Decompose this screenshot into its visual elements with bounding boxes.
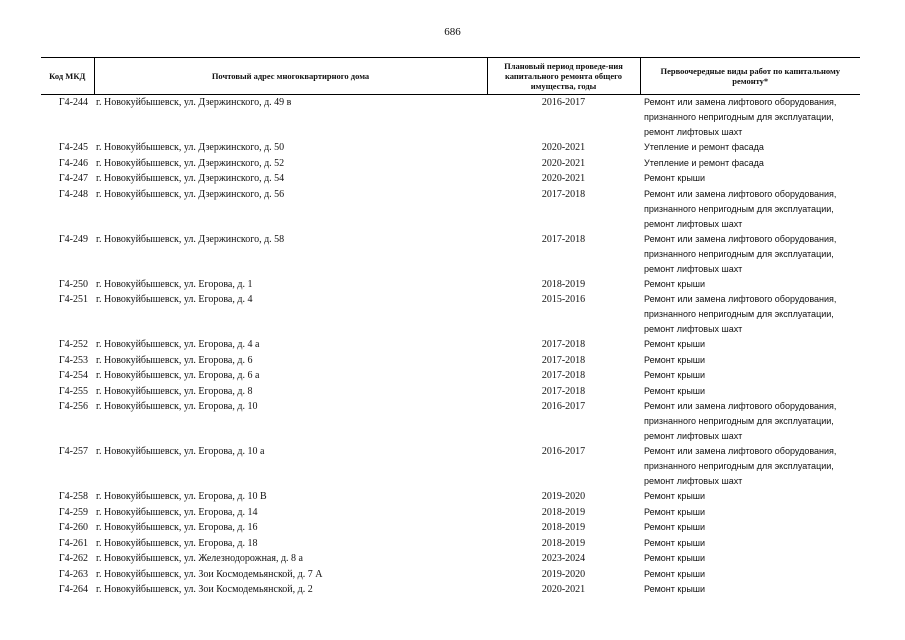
- header-period: Плановый период проведе-ния капитального ремонта общего имущества, годы: [487, 58, 640, 95]
- cell-code: Г4-248: [58, 188, 88, 200]
- cell-address: г. Новокуйбышевск, ул. Егорова, д. 10 В: [96, 491, 267, 502]
- cell-works: [640, 551, 860, 567]
- cell-code: Г4-244: [58, 97, 88, 108]
- cell-period: 2015-2016: [541, 294, 586, 305]
- cell-period: 2017-2018: [541, 370, 586, 381]
- cell-code: Г4-255: [58, 385, 88, 397]
- table-row: [41, 95, 860, 141]
- cell-period: 2018-2019: [541, 522, 586, 533]
- works-line: Ремонт крыши: [644, 491, 706, 501]
- works-line: Ремонт крыши: [644, 339, 706, 349]
- cell-period: 2019-2020: [541, 491, 586, 502]
- cell-code: Г4-252: [58, 339, 88, 350]
- table-row: [41, 489, 860, 505]
- cell-address: г. Новокуйбышевск, ул. Дзержинского, д. 49 в: [96, 97, 292, 108]
- works-line: Ремонт или замена лифтового оборудования,: [644, 294, 837, 304]
- cell-period: 2023-2024: [541, 553, 586, 564]
- works-line: Ремонт крыши: [644, 370, 706, 380]
- table-row: [41, 232, 860, 277]
- works-line: признанного непригодным для эксплуатации,: [644, 416, 834, 426]
- cell-works: [640, 337, 860, 353]
- table-body: [41, 95, 860, 598]
- works-line: Ремонт крыши: [644, 537, 706, 548]
- cell-address: г. Новокуйбышевск, ул. Зои Космодемьянской, д. 7 А: [96, 568, 323, 580]
- table-row: [41, 551, 860, 567]
- cell-code: Г4-246: [58, 157, 88, 169]
- works-line: Ремонт крыши: [644, 278, 706, 289]
- works-line: Ремонт крыши: [644, 506, 706, 517]
- works-line: Ремонт или замена лифтового оборудования,: [644, 446, 837, 456]
- cell-code: Г4-253: [58, 354, 88, 366]
- works-line: ремонт лифтовых шахт: [644, 431, 743, 441]
- table-row: [41, 187, 860, 232]
- works-line: признанного непригодным для эксплуатации,: [644, 461, 834, 471]
- cell-works: [640, 156, 860, 172]
- cell-code: Г4-250: [58, 278, 88, 290]
- cell-works: [640, 140, 860, 156]
- cell-code: Г4-262: [58, 553, 88, 564]
- cell-works: [640, 399, 860, 444]
- cell-works: [640, 567, 860, 583]
- table-row: [41, 140, 860, 156]
- cell-works: [640, 520, 860, 536]
- cell-code: Г4-251: [58, 294, 88, 305]
- cell-code: Г4-260: [58, 522, 88, 533]
- cell-period: 2017-2018: [541, 233, 586, 245]
- table-header-row: [41, 58, 860, 95]
- works-line: Ремонт крыши: [644, 568, 706, 579]
- works-line: ремонт лифтовых шахт: [644, 218, 743, 229]
- cell-works: [640, 444, 860, 489]
- works-line: Ремонт крыши: [644, 354, 706, 365]
- cell-period: 2018-2019: [541, 506, 586, 518]
- cell-code: Г4-254: [58, 370, 88, 381]
- works-line: Ремонт или замена лифтового оборудования,: [644, 401, 837, 411]
- header-address: Почтовый адрес многоквартирного дома: [94, 58, 487, 95]
- works-line: Ремонт крыши: [644, 553, 706, 563]
- works-line: признанного непригодным для эксплуатации,: [644, 248, 834, 259]
- cell-address: г. Новокуйбышевск, ул. Зои Космодемьянской, д. 2: [96, 584, 313, 595]
- cell-works: [640, 292, 860, 337]
- cell-period: 2016-2017: [541, 97, 586, 108]
- cell-works: [640, 536, 860, 552]
- table-row: [41, 444, 860, 489]
- cell-period: 2018-2019: [541, 278, 586, 290]
- works-line: ремонт лифтовых шахт: [644, 476, 743, 486]
- cell-period: 2020-2021: [541, 173, 586, 184]
- cell-code: Г4-258: [58, 491, 88, 502]
- table-row: [41, 505, 860, 521]
- cell-address: г. Новокуйбышевск, ул. Егорова, д. 1: [96, 278, 253, 290]
- cell-address: г. Новокуйбышевск, ул. Дзержинского, д. 56: [96, 188, 285, 200]
- cell-address: г. Новокуйбышевск, ул. Егорова, д. 6: [96, 354, 253, 366]
- works-line: признанного непригодным для эксплуатации,: [644, 203, 834, 214]
- cell-works: [640, 232, 860, 277]
- table-row: [41, 171, 860, 187]
- table-row: [41, 277, 860, 293]
- works-line: ремонт лифтовых шахт: [644, 263, 743, 274]
- cell-address: г. Новокуйбышевск, ул. Егорова, д. 6 а: [96, 370, 260, 381]
- works-line: Ремонт крыши: [644, 385, 706, 396]
- works-line: ремонт лифтовых шахт: [644, 324, 743, 334]
- works-line: признанного непригодным для эксплуатации,: [644, 112, 834, 122]
- table-row: [41, 384, 860, 400]
- cell-address: г. Новокуйбышевск, ул. Егорова, д. 4: [96, 294, 253, 305]
- cell-period: 2017-2018: [541, 354, 586, 366]
- cell-code: Г4-249: [58, 233, 88, 245]
- works-line: Утепление и ремонт фасада: [644, 157, 764, 168]
- cell-address: г. Новокуйбышевск, ул. Егорова, д. 14: [96, 506, 258, 518]
- cell-works: [640, 489, 860, 505]
- cell-code: Г4-247: [58, 173, 88, 184]
- table-row: [41, 582, 860, 598]
- cell-works: [640, 582, 860, 598]
- cell-works: [640, 353, 860, 369]
- cell-works: [640, 95, 860, 141]
- header-works: Первоочередные виды работ по капитальному ремонту*: [640, 58, 860, 95]
- works-line: ремонт лифтовых шахт: [644, 127, 743, 137]
- works-line: Ремонт или замена лифтового оборудования,: [644, 233, 837, 244]
- table-row: [41, 536, 860, 552]
- cell-works: [640, 187, 860, 232]
- page-number: 686: [444, 26, 461, 38]
- cell-period: 2019-2020: [541, 568, 586, 580]
- cell-code: Г4-263: [58, 568, 88, 580]
- table-row: [41, 292, 860, 337]
- cell-period: 2020-2021: [541, 584, 586, 595]
- cell-address: г. Новокуйбышевск, ул. Железнодорожная, д. 8 а: [96, 553, 303, 564]
- cell-code: Г4-245: [58, 142, 88, 153]
- cell-address: г. Новокуйбышевск, ул. Егорова, д. 8: [96, 385, 253, 397]
- cell-works: [640, 505, 860, 521]
- cell-address: г. Новокуйбышевск, ул. Егорова, д. 16: [96, 522, 258, 533]
- table-row: [41, 567, 860, 583]
- header-code: Код МКД: [41, 58, 94, 95]
- works-line: признанного непригодным для эксплуатации,: [644, 309, 834, 319]
- cell-code: Г4-259: [58, 506, 88, 518]
- cell-period: 2017-2018: [541, 339, 586, 350]
- cell-period: 2020-2021: [541, 157, 586, 169]
- cell-works: [640, 384, 860, 400]
- works-line: Ремонт или замена лифтового оборудования,: [644, 97, 837, 107]
- cell-code: Г4-257: [58, 446, 88, 457]
- cell-address: г. Новокуйбышевск, ул. Дзержинского, д. 52: [96, 157, 285, 169]
- table-row: [41, 399, 860, 444]
- table-row: [41, 156, 860, 172]
- table-row: [41, 337, 860, 353]
- cell-works: [640, 277, 860, 293]
- cell-code: Г4-261: [58, 537, 88, 549]
- cell-works: [640, 171, 860, 187]
- cell-address: г. Новокуйбышевск, ул. Дзержинского, д. 50: [96, 142, 285, 153]
- cell-code: Г4-264: [58, 584, 88, 595]
- cell-address: г. Новокуйбышевск, ул. Дзержинского, д. 58: [96, 233, 285, 245]
- works-line: Ремонт крыши: [644, 173, 706, 183]
- works-line: Ремонт или замена лифтового оборудования,: [644, 188, 837, 199]
- cell-period: 2018-2019: [541, 537, 586, 549]
- cell-address: г. Новокуйбышевск, ул. Егорова, д. 4 а: [96, 339, 260, 350]
- cell-address: г. Новокуйбышевск, ул. Егорова, д. 10: [96, 401, 258, 412]
- works-line: Утепление и ремонт фасада: [644, 142, 764, 152]
- cell-code: Г4-256: [58, 401, 88, 412]
- cell-period: 2016-2017: [541, 401, 586, 412]
- table-row: [41, 368, 860, 384]
- capital-repair-table: [41, 57, 860, 598]
- works-line: Ремонт крыши: [644, 522, 706, 532]
- cell-period: 2017-2018: [541, 385, 586, 397]
- cell-period: 2016-2017: [541, 446, 586, 457]
- works-line: Ремонт крыши: [644, 584, 706, 594]
- cell-works: [640, 368, 860, 384]
- table-row: [41, 353, 860, 369]
- cell-period: 2017-2018: [541, 188, 586, 200]
- table-row: [41, 520, 860, 536]
- cell-period: 2020-2021: [541, 142, 586, 153]
- cell-address: г. Новокуйбышевск, ул. Егорова, д. 10 а: [96, 446, 265, 457]
- cell-address: г. Новокуйбышевск, ул. Дзержинского, д. 54: [96, 173, 285, 184]
- cell-address: г. Новокуйбышевск, ул. Егорова, д. 18: [96, 537, 258, 549]
